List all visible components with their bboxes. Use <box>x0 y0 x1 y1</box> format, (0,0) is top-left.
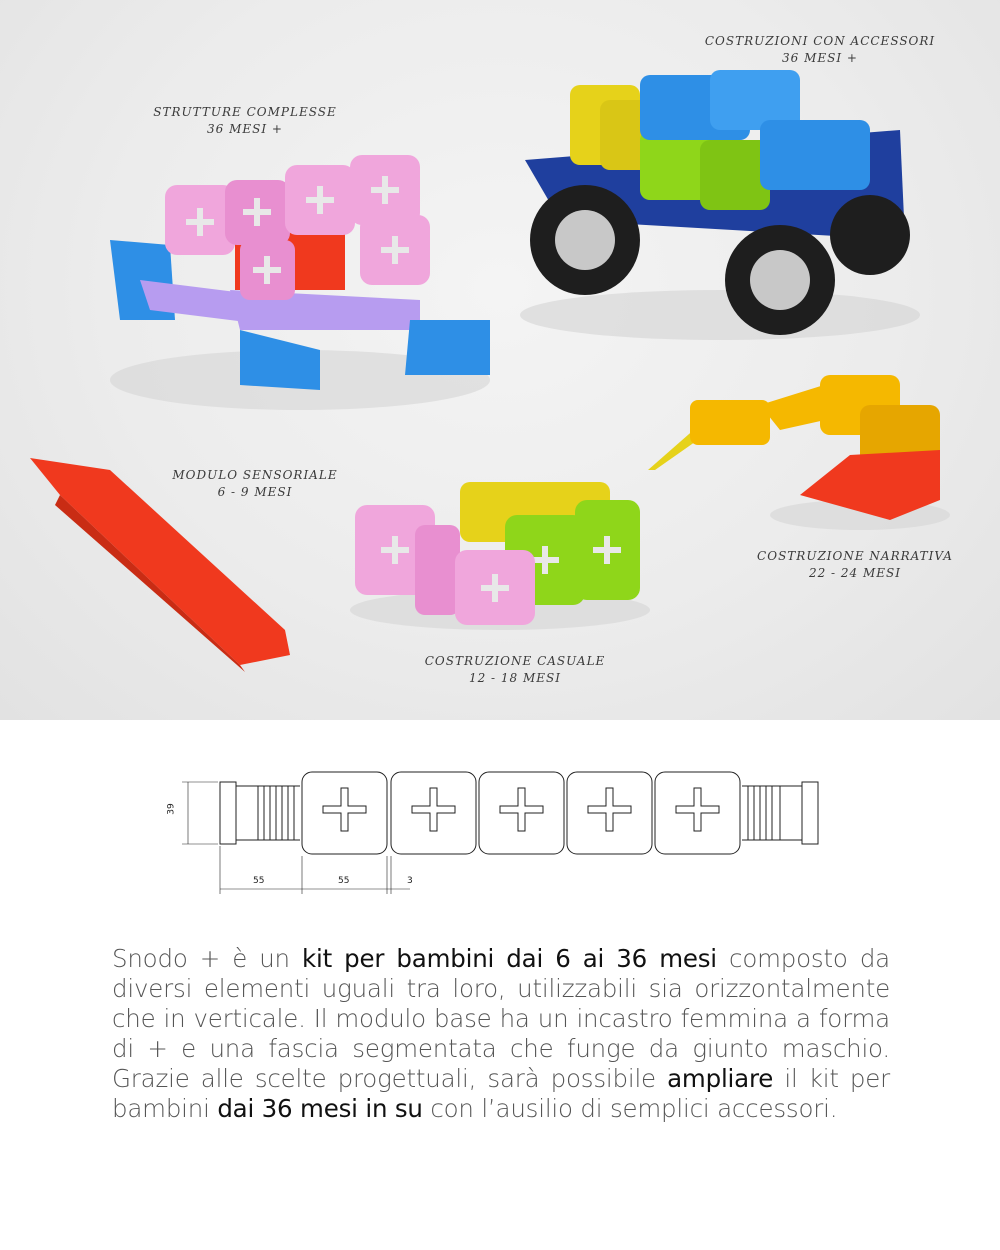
desc-part-1: Snodo + è un <box>112 944 303 973</box>
desc-part-4: con l’ausilio di semplici accessori. <box>422 1094 838 1123</box>
dim-module: 55 <box>338 876 350 886</box>
caption-accessories-age: 36 MESI + <box>782 51 858 65</box>
caption-complex-title: STRUTTURE COMPLESSE <box>153 105 337 119</box>
caption-casual-age: 12 - 18 MESI <box>468 671 562 685</box>
caption-narrative-age: 22 - 24 MESI <box>808 566 902 580</box>
caption-complex-age: 36 MESI + <box>207 122 283 136</box>
dim-segment: 55 <box>253 876 265 886</box>
caption-sensory-age: 6 - 9 MESI <box>217 485 293 499</box>
casual-construction-render <box>350 482 650 630</box>
desc-part-2: composto da diversi elementi uguali tra loro, utilizzabili sia orizzontalmente che in verticale. Il modulo base ha un incastro femmina a forma di + e una fascia segmentata che funge da giunto maschio. Grazie alle scelte progettuali, sarà possibile <box>112 944 890 1093</box>
caption-casual <box>380 653 650 687</box>
vehicle-render <box>520 70 920 340</box>
caption-sensory-title: MODULO SENSORIALE <box>172 468 338 482</box>
desc-highlight-36-months: dai 36 mesi in su <box>217 1094 423 1123</box>
dim-height: 39 <box>166 803 177 815</box>
caption-casual-title: COSTRUZIONE CASUALE <box>424 654 606 668</box>
caption-narrative <box>720 548 990 582</box>
description <box>112 944 890 1124</box>
caption-sensory <box>120 467 390 501</box>
dim-gap: 3 <box>407 876 413 886</box>
caption-complex <box>110 104 380 138</box>
narrative-construction-render <box>648 375 950 530</box>
complex-structure-render <box>110 155 490 410</box>
technical-drawing <box>160 760 840 900</box>
desc-highlight-expand: ampliare <box>667 1064 774 1093</box>
desc-highlight-age-range: kit per bambini dai 6 ai 36 mesi <box>302 944 717 973</box>
caption-accessories <box>670 33 970 67</box>
caption-accessories-title: COSTRUZIONI CON ACCESSORI <box>704 34 936 48</box>
caption-narrative-title: COSTRUZIONE NARRATIVA <box>757 549 953 563</box>
desc-part-3: il kit per bambini <box>112 1064 891 1123</box>
